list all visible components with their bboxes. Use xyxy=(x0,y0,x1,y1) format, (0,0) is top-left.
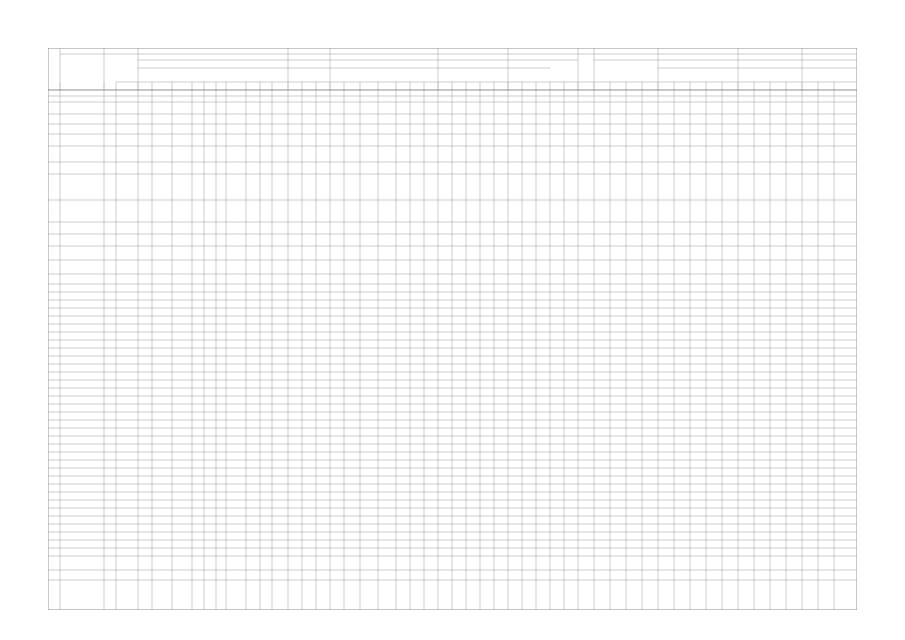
table-grid xyxy=(48,48,857,610)
document-table xyxy=(48,48,857,610)
grid-lines xyxy=(48,48,857,610)
